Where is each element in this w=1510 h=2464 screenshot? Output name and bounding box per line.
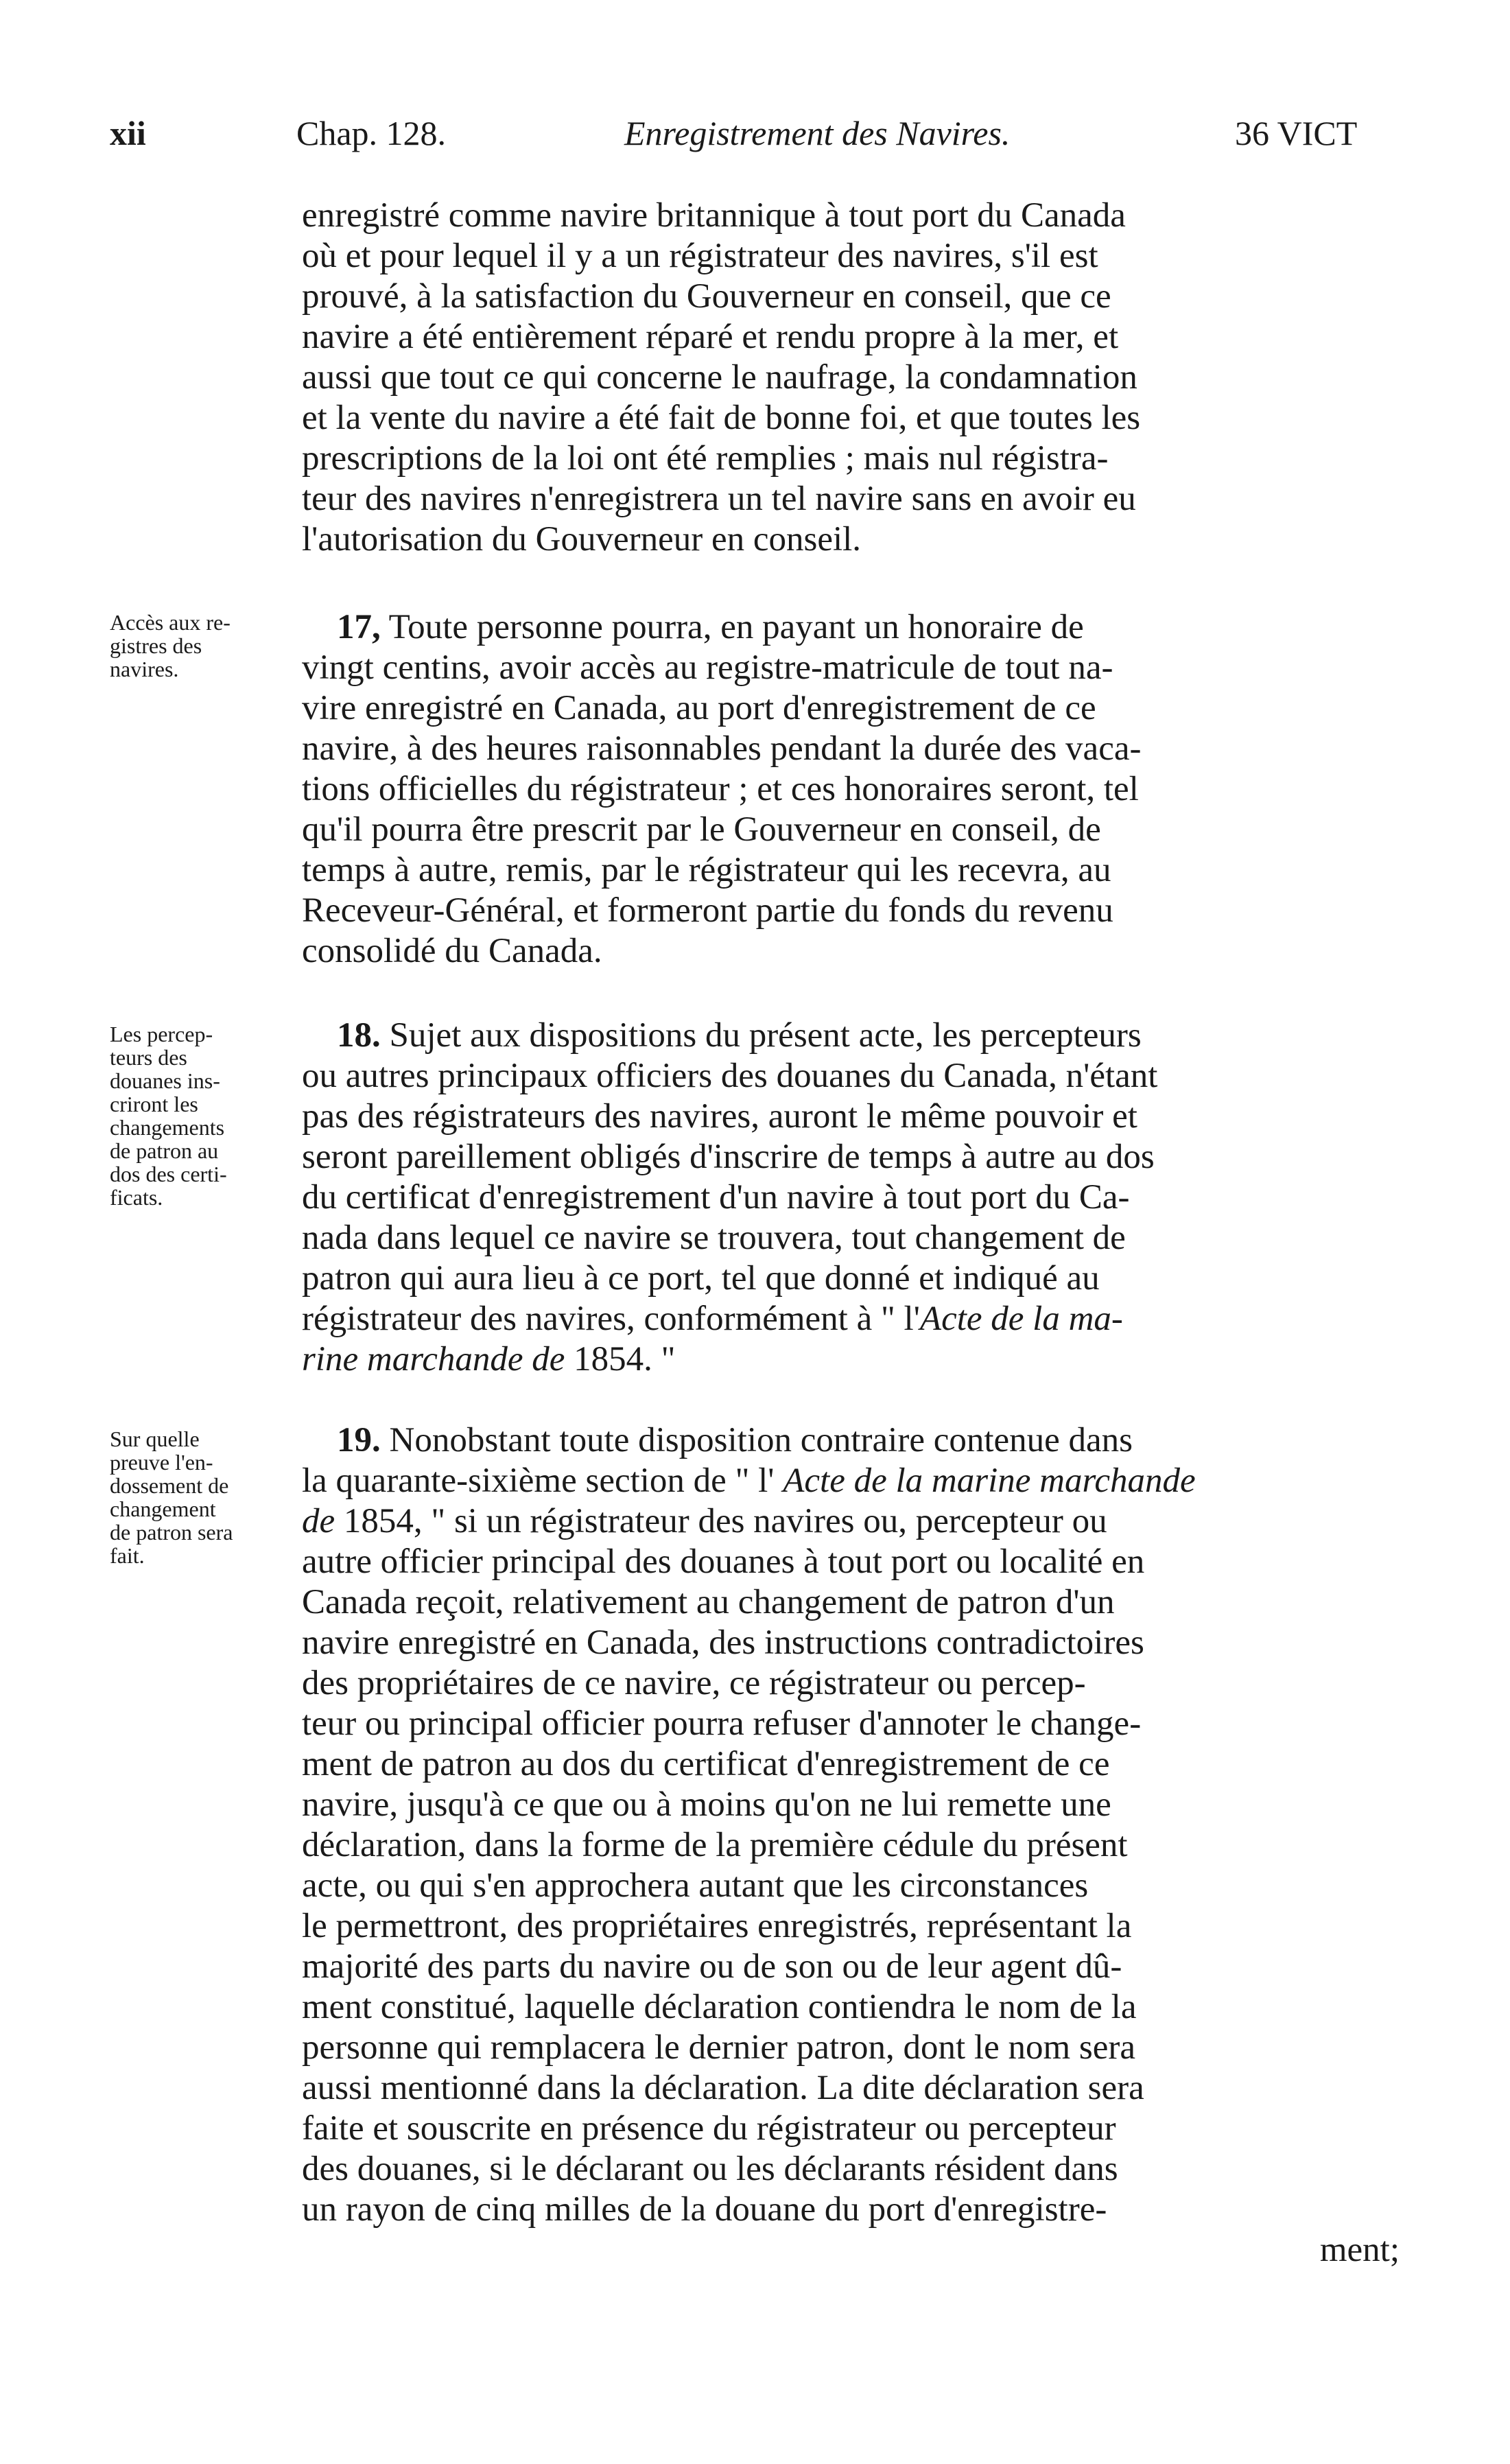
section-17-number: 17,	[337, 608, 381, 646]
section-19-line-2	[302, 1461, 1400, 1501]
section-18-line	[302, 1218, 1400, 1258]
section-16-line: teur des navires n'enregistrera un tel navire sans en avoir eu	[302, 480, 1136, 518]
section-19-number: 19.	[337, 1421, 381, 1459]
section-17-marginal-note	[110, 611, 295, 681]
section-17-line: temps à autre, remis, par le régistrateur qui les recevra, au	[302, 851, 1111, 889]
section-19-line: personne qui remplacera le dernier patron, dont le nom sera	[302, 2028, 1136, 2067]
section-19-line: navire enregistré en Canada, des instructions contradictoires	[302, 1623, 1144, 1662]
margin-18-line: Les percep-	[110, 1022, 213, 1046]
section-19-line: autre officier principal des douanes à tout port ou localité en	[302, 1542, 1145, 1581]
section-18	[302, 1016, 1400, 1380]
section-18-marginal-note	[110, 1022, 295, 1209]
act-title-italic: Acte de la marine marchande	[783, 1462, 1196, 1500]
section-17-first-text: Toute personne pourra, en payant un honoraire de	[388, 608, 1084, 646]
section-18-line-text: ou autres principaux officiers des douanes du Canada, n'étant	[302, 1057, 1158, 1095]
section-16-line: enregistré comme navire britannique à tout port du Canada	[302, 196, 1126, 235]
section-17-first-line	[302, 607, 1400, 648]
section-18-first-text: Sujet aux dispositions du présent acte, les percepteurs	[389, 1016, 1142, 1055]
section-18-line	[302, 1258, 1400, 1299]
section-19-first-line	[302, 1420, 1400, 1461]
section-19-line: Canada reçoit, relativement au changement de patron d'un	[302, 1583, 1115, 1621]
section-18-first-line	[302, 1016, 1400, 1056]
section-19-line: des propriétaires de ce navire, ce régistrateur ou percep-	[302, 1664, 1086, 1702]
section-18-line	[302, 1056, 1400, 1096]
margin-18-line: ficats.	[110, 1185, 163, 1210]
margin-17-line: Accès aux re-	[110, 610, 231, 635]
section-19-line: acte, ou qui s'en approchera autant que les circonstances	[302, 1866, 1089, 1905]
chapter-label: Chap. 128.	[296, 114, 447, 152]
section-17-line: tions officielles du régistrateur ; et ces honoraires seront, tel	[302, 770, 1139, 808]
section-16-line: navire a été entièrement réparé et rendu propre à la mer, et	[302, 318, 1119, 356]
section-19-line: aussi mentionné dans la déclaration. La dite déclaration sera	[302, 2069, 1144, 2107]
margin-17-line: navires.	[110, 657, 179, 681]
act-title-italic-end: rine marchande de	[302, 1340, 565, 1378]
section-16-line: où et pour lequel il y a un régistrateur des navires, s'il est	[302, 237, 1098, 275]
act-title-italic-end: de	[302, 1502, 335, 1540]
margin-18-line: teurs des	[110, 1045, 187, 1070]
section-16-line: prouvé, à la satisfaction du Gouverneur en conseil, que ce	[302, 277, 1111, 316]
margin-18-line: de patron au	[110, 1138, 219, 1163]
section-16-line: aussi que tout ce qui concerne le naufrage, la condamnation	[302, 358, 1137, 397]
margin-18-line: changements	[110, 1115, 225, 1140]
section-19-line: faite et souscrite en présence du régistrateur ou percepteur	[302, 2109, 1116, 2148]
section-18-line	[302, 1177, 1400, 1218]
section-19-line: majorité des parts du navire ou de son ou de leur agent dû-	[302, 1947, 1122, 1986]
section-19-last-line: ment;	[1319, 2231, 1400, 2269]
section-16-continuation	[302, 196, 1400, 560]
act-year: 1854. "	[565, 1340, 676, 1378]
section-17-line: Receveur-Général, et formeront partie du fonds du revenu	[302, 891, 1113, 930]
section-18-line-text: régistrateur des navires, conformément à " l'	[302, 1300, 920, 1338]
section-19-first-text: Nonobstant toute disposition contraire contenue dans	[389, 1421, 1133, 1459]
margin-19-line: dossement de	[110, 1473, 229, 1498]
margin-18-line: douanes ins-	[110, 1068, 220, 1093]
margin-18-line: criront les	[110, 1092, 198, 1116]
section-19-line: navire, jusqu'à ce que ou à moins qu'on ne lui remette une	[302, 1785, 1111, 1824]
section-18-line-text: nada dans lequel ce navire se trouvera, tout changement de	[302, 1219, 1126, 1257]
section-18-line-text: pas des régistrateurs des navires, auront le même pouvoir et	[302, 1097, 1137, 1136]
section-17-line: navire, à des heures raisonnables pendant la durée des vaca-	[302, 729, 1142, 768]
section-18-line	[302, 1137, 1400, 1177]
running-title: Enregistrement des Navires.	[624, 114, 1011, 152]
section-16-line: et la vente du navire a été fait de bonne foi, et que toutes les	[302, 399, 1141, 437]
section-18-line	[302, 1299, 1400, 1339]
section-18-line-text: seront pareillement obligés d'inscrire de temps à autre au dos	[302, 1138, 1155, 1176]
margin-19-line: fait.	[110, 1543, 145, 1568]
section-19-line-3-text: 1854, " si un régistrateur des navires ou, percepteur ou	[335, 1502, 1107, 1540]
running-header	[0, 113, 1510, 161]
reign-label: 36 VICT	[1235, 114, 1358, 152]
section-18-line	[302, 1096, 1400, 1137]
margin-17-line: gistres des	[110, 633, 202, 658]
section-19-line-2-text: la quarante-sixième section de " l'	[302, 1462, 783, 1500]
section-16-line: prescriptions de la loi ont été remplies ; mais nul régistra-	[302, 439, 1109, 478]
section-19-line-3	[302, 1501, 1400, 1542]
margin-19-line: de patron sera	[110, 1520, 233, 1545]
section-17-line: consolidé du Canada.	[302, 932, 602, 970]
section-18-last-line	[302, 1339, 1400, 1380]
section-19-line: déclaration, dans la forme de la première cédule du présent	[302, 1826, 1128, 1864]
margin-18-line: dos des certi-	[110, 1162, 227, 1186]
section-18-line-text: du certificat d'enregistrement d'un navire à tout port du Ca-	[302, 1178, 1130, 1217]
section-19-line: teur ou principal officier pourra refuser d'annoter le change-	[302, 1704, 1142, 1743]
margin-19-line: changement	[110, 1497, 216, 1521]
section-17-line: vire enregistré en Canada, au port d'enregistrement de ce	[302, 689, 1096, 727]
section-19-line: ment de patron au dos du certificat d'enregistrement de ce	[302, 1745, 1110, 1783]
section-16-line: l'autorisation du Gouverneur en conseil.	[302, 520, 862, 559]
section-17-line: qu'il pourra être prescrit par le Gouverneur en conseil, de	[302, 810, 1101, 849]
section-18-line-text: patron qui aura lieu à ce port, tel que donné et indiqué au	[302, 1259, 1100, 1298]
margin-19-line: Sur quelle	[110, 1427, 200, 1451]
section-18-number: 18.	[337, 1016, 381, 1055]
page-number: xii	[110, 114, 146, 152]
section-19-line: le permettront, des propriétaires enregistrés, représentant la	[302, 1907, 1132, 1945]
section-17	[302, 607, 1400, 972]
section-19-line: un rayon de cinq milles de la douane du port d'enregistre-	[302, 2190, 1107, 2229]
section-19-line: ment constitué, laquelle déclaration contiendra le nom de la	[302, 1988, 1137, 2026]
section-19-line: des douanes, si le déclarant ou les déclarants résident dans	[302, 2150, 1118, 2188]
margin-19-line: preuve l'en-	[110, 1450, 213, 1475]
section-19-marginal-note	[110, 1427, 295, 1567]
act-title-italic: Acte de la ma-	[919, 1300, 1123, 1338]
section-17-line: vingt centins, avoir accès au registre-matricule de tout na-	[302, 648, 1113, 687]
section-19	[302, 1420, 1400, 2271]
